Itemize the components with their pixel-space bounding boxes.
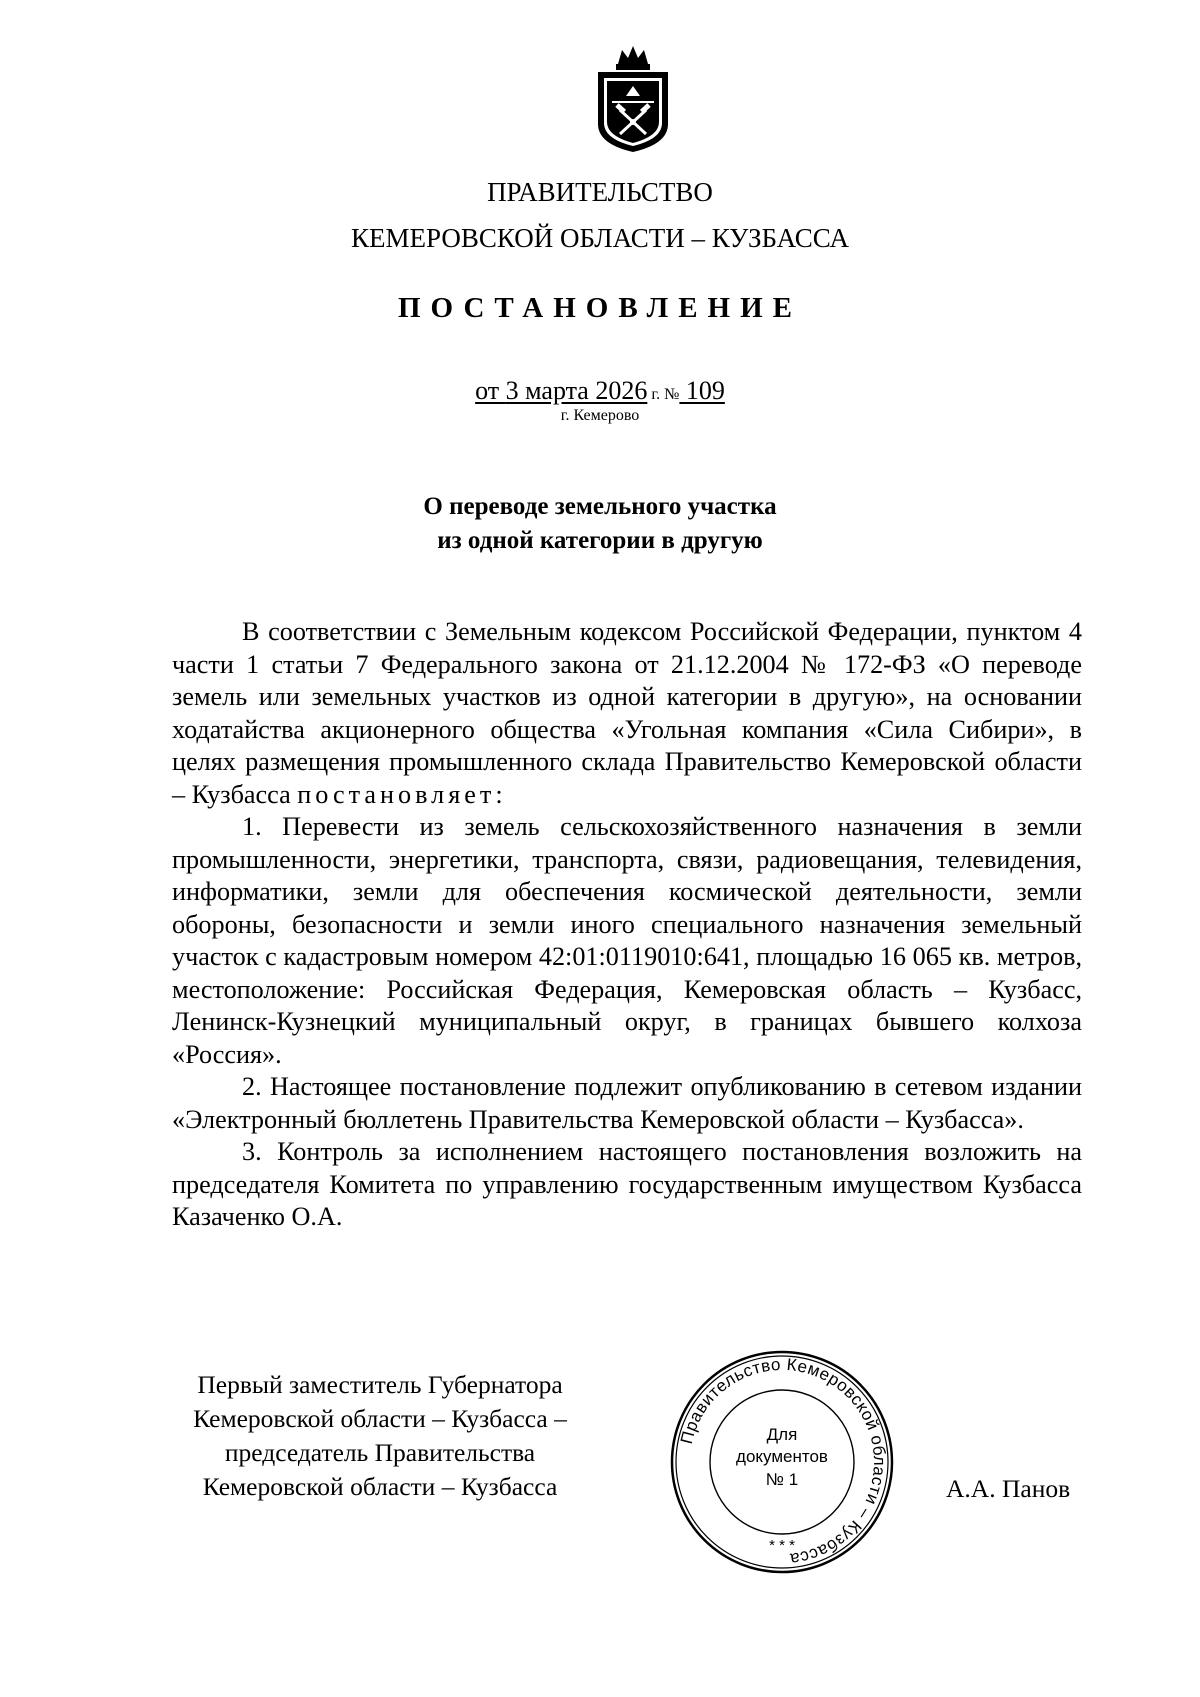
org-name-line2: КЕМЕРОВСКОЙ ОБЛАСТИ – КУЗБАССА xyxy=(351,223,849,253)
document-date: 3 марта 2026 xyxy=(505,376,648,405)
document-date-line xyxy=(0,376,1200,406)
signer-line-2: Кемеровской области – Кузбасса – xyxy=(193,1404,567,1433)
document-type: ПОСТАНОВЛЕНИЕ xyxy=(397,292,802,324)
signer-line-1: Первый заместитель Губернатора xyxy=(197,1370,563,1399)
signer-name: А.А. Панов xyxy=(946,1474,1071,1503)
signer-line-4: Кемеровской области – Кузбасса xyxy=(202,1472,558,1501)
official-stamp xyxy=(668,1348,896,1576)
stamp-ring-text: Правительство Кемеровской области – Кузбасса xyxy=(676,1354,890,1569)
date-prefix: от xyxy=(475,376,506,405)
title-line2: из одной категории в другую xyxy=(437,527,763,554)
number-label: № xyxy=(664,386,680,403)
item-2-paragraph: 2. Настоящее постановление подлежит опубликованию в сетевом издании «Электронный бюллетень Правительства Кемеровской области – Кузбасса». xyxy=(172,1072,1082,1134)
signer-position xyxy=(150,1368,610,1504)
preamble-paragraph xyxy=(172,616,1082,811)
stamp-center-line1: Для xyxy=(766,1425,798,1444)
stamp-center-line2: документов xyxy=(736,1447,828,1466)
resolve-word: постановляет xyxy=(297,779,496,809)
signer-line-3: председатель Правительства xyxy=(224,1438,536,1467)
org-name-line1: ПРАВИТЕЛЬСТВО xyxy=(487,177,713,207)
coat-of-arms-icon xyxy=(592,44,674,154)
resolve-punct: : xyxy=(495,779,503,809)
document-number: 109 xyxy=(679,376,725,405)
item-1-paragraph: 1. Перевести из земель сельскохозяйственного назначения в земли промышленности, энергетики, транспорта, связи, радиовещания, телевидения, информатики, земли для обеспечения космической деятельности, земли обороны, безопасности и земли иного специального назначения земельный участок с кадастровым номером 42:01:0119010:641, площадью 16 065 кв. метров, местоположение: Российская Федерация, Кемеровская область – Кузбасс, Ленинск-Кузнецкий муниципальный округ, в границах бывшего колхоза «Россия». xyxy=(172,812,1082,1069)
document-city: г. Кемерово xyxy=(560,407,640,424)
stamp-center-line3: № 1 xyxy=(765,1470,799,1489)
item-3-paragraph: 3. Контроль за исполнением настоящего постановления возложить на председателя Комитета по управлению государственным имуществом Кузбасса Казаченко О.А. xyxy=(172,1137,1082,1231)
document-body xyxy=(172,616,1082,1234)
preamble-text: В соответствии с Земельным кодексом Российской Федерации, пунктом 4 части 1 статьи 7 Федерального закона от 21.12.2004 № 172-ФЗ «О переводе земель или земельных участков из одной категории в другую», на основании ходатайства акционерного общества «Угольная компания «Сила Сибири», в целях размещения промышленного склада Правительство Кемеровской области – Кузбасса xyxy=(172,617,1082,809)
year-suffix: г. xyxy=(647,386,665,403)
title-line1: О переводе земельного участка xyxy=(423,493,777,520)
document-title xyxy=(0,490,1200,558)
stamp-bottom-mark: * * * xyxy=(769,1537,795,1554)
